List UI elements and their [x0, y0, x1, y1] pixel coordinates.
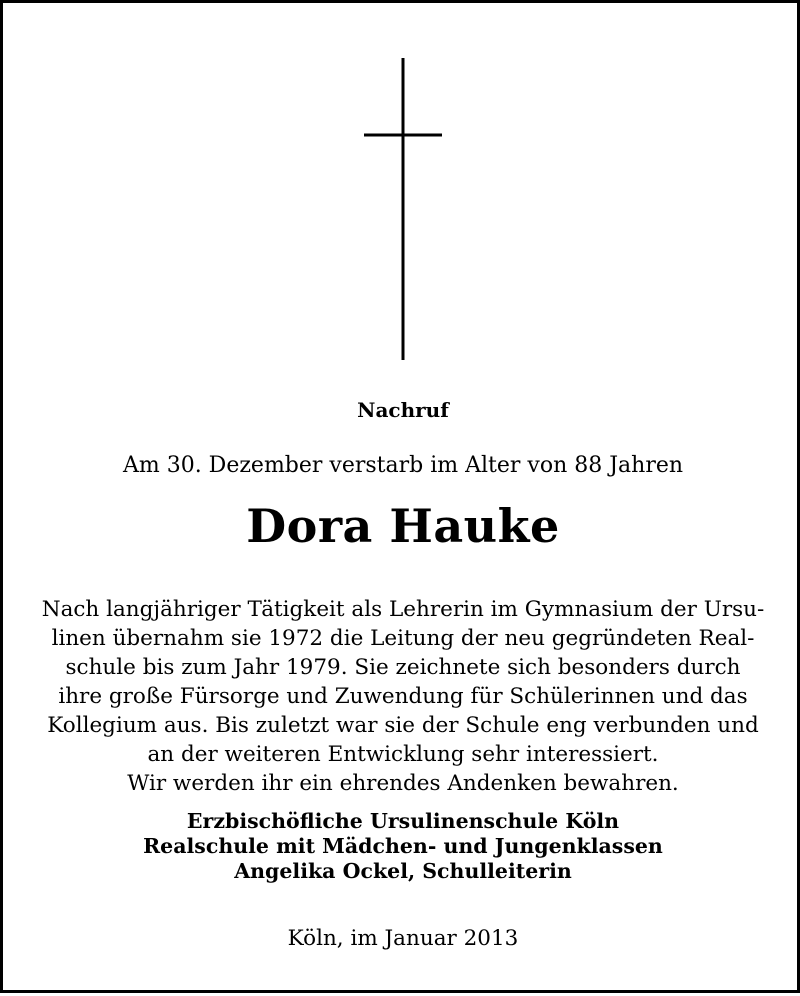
signature-block	[3, 809, 800, 884]
tribute-line: schule bis zum Jahr 1979. Sie zeichnete sich besonders durch	[65, 655, 741, 680]
tribute-line: Kollegium aus. Bis zuletzt war sie der Schule eng verbunden und	[47, 713, 759, 738]
signatory: Angelika Ockel, Schulleiterin	[234, 859, 572, 883]
tribute-line: ihre große Fürsorge und Zuwendung für Schülerinnen und das	[58, 684, 748, 709]
notice-heading: Nachruf	[357, 398, 449, 422]
place-date: Köln, im Januar 2013	[287, 926, 519, 951]
tribute-line: Nach langjähriger Tätigkeit als Lehrerin im Gymnasium der Ursu-	[41, 597, 765, 622]
tribute-line: Wir werden ihr ein ehrendes Andenken bewahren.	[127, 771, 679, 796]
school-type: Realschule mit Mädchen- und Jungenklassen	[143, 834, 663, 858]
tribute-line: an der weiteren Entwicklung sehr interessiert.	[147, 742, 659, 767]
tribute-text	[3, 595, 800, 798]
school-name: Erzbischöfliche Ursulinenschule Köln	[186, 809, 620, 833]
death-statement: Am 30. Dezember verstarb im Alter von 88 Jahren	[122, 453, 684, 478]
deceased-name: Dora Hauke	[246, 499, 560, 553]
tribute-line: linen übernahm sie 1972 die Leitung der neu gegründeten Real-	[51, 626, 755, 651]
